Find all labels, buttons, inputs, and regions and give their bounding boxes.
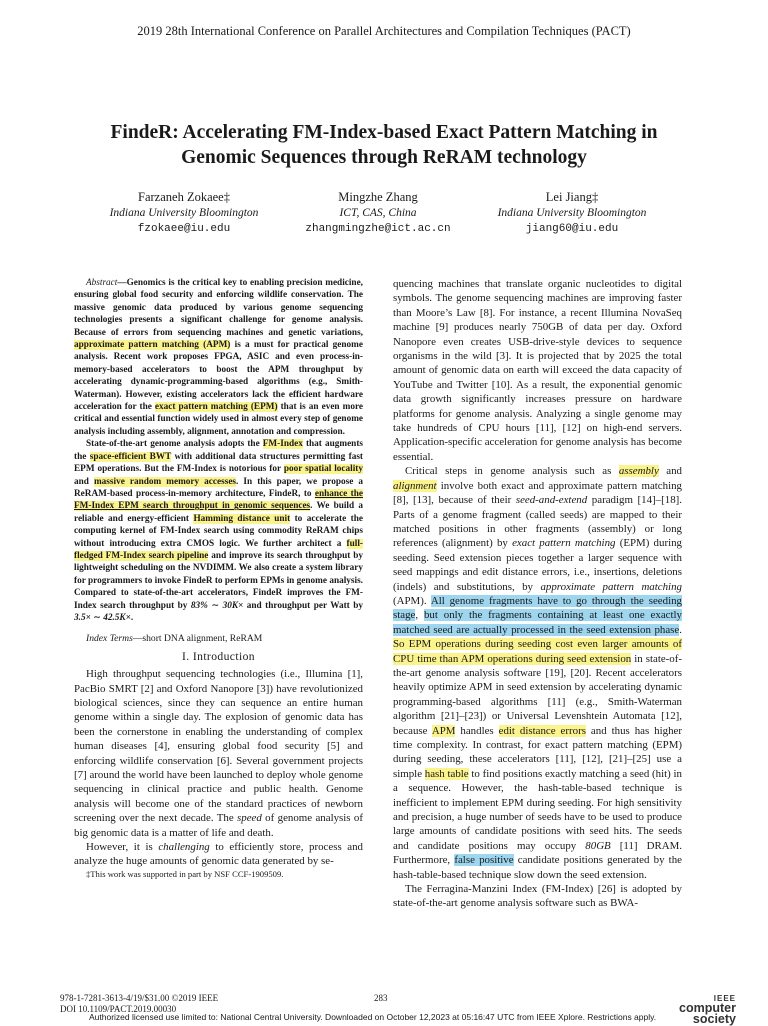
footnote: ‡This work was supported in part by NSF CCF-1909509. [86, 868, 284, 879]
left-column [74, 277, 363, 880]
title-line-1: FindeR: Accelerating FM-Index-based Exact Pattern Matching in [110, 122, 658, 143]
highlight-throughput: enhance the FM-Index EPM search throughput in genomic sequences [74, 488, 363, 512]
author-1 [74, 189, 294, 237]
author-email: jiang60@iu.edu [525, 223, 619, 235]
author-email: fzokaee@iu.edu [137, 223, 231, 235]
abstract-paragraph-1: Abstract—Genomics is the critical key to enabling precision medicine, ensuring global food security and enforcing wildlife conservation. The massive genomic data produced by various genome sequencing technologies presents a significant challenge for genome analysis. Because of errors from sequencing machines and genetic variations, approximate pattern matching (APM) is a must for practical genome analysis. Recent work proposes FPGA, ASIC and even process-in-memory-based accelerators to boost the APM throughput by accelerating dynamic-programming-based algorithms (e.g., Smith-Waterman). However, existing accelerators lack the efficient hardware acceleration for the exact pattern matching (EPM) that is an even more critical and essential function widely used in almost every step of genome analysis including assembly, alignment, annotation and compression. [74, 278, 363, 437]
abstract [74, 277, 363, 624]
conference-header: 2019 28th International Conference on Parallel Architectures and Compilation Techniques (PACT) [137, 24, 631, 38]
highlight-hamming: Hamming distance unit [193, 513, 291, 524]
author-3 [462, 189, 682, 237]
highlight-pipeline: full-fledged FM-Index search pipeline [74, 538, 363, 561]
right-column [393, 277, 682, 911]
highlight-apm: approximate pattern matching (APM) [74, 340, 231, 351]
highlight-spatial-locality: poor spatial locality [283, 464, 363, 475]
highlight-random-access: massive random memory accesses [93, 476, 237, 487]
page-number: 283 [374, 993, 388, 1003]
intro-paragraph-1: High throughput sequencing technologies (i.e., Illumina [1], PacBio SMRT [2] and Oxford Nanopore [3]) have revolutionized biological sciences, since they can sequence an entire human genome within a single day. The explosion of genomic data has been the cornerstone in enabling the understanding of complex human diseases [4], ensuring global food security [5] and enforcing wildlife conservation [6]. Several government projects [7] around the world have been launched to deploy whole genome sequencing in clinical practice and public health. Genome analysis will become one of the standard practices of newborn screening over the next decade. The speed of genome analysis of big genomic data is a matter of life and death. [74, 668, 363, 839]
author-name: Lei Jiang‡ [545, 190, 599, 204]
right-paragraph-2: Critical steps in genome analysis such as assembly and alignment involve both exact and approximate pattern matching [8], [13], because of their seed-and-extend paradigm [14]–[18]. Parts of a genome fragment (called seeds) are mapped to their matched positions in other fragments (assembly) or long references (alignment) by exact pattern matching (EPM) during seeding. Seed extension pieces together a larger sequence with seed mappings and edit distance errors, i.e., insertions, deletions (indels) and substitutions, by approximate pattern matching (APM). All genome fragments have to go through the seeding stage, but only the fragments containing at least one exactly matched seed are actually processed in the seed extension phase. So EPM operations during seeding cost even larger amounts of CPU time than APM operations during seed extension in state-of-the-art genome analysis software [19], [20]. Recent accelerators heavily optimize APM in seed extension by accelerating dynamic programming-based algorithms [11] (e.g., Smith-Waterman algorithm [21]–[23]) or Universal Levenshtein Automata [12], because APM handles edit distance errors and thus has higher time complexity. In contrast, for exact pattern matching (EPM) during seeding, these accelerators [11], [12], [21]–[25] use a simple hash table to find positions exactly matching a seed (hit) in a sequence. However, the hash-table-based technique is inefficient to implement EPM during seeding. For high sensitivity and precision, a huge number of seeds have to be used to produce large amounts of candidate positions with seed hits. The seeds and candidate positions may occupy 80GB [11] DRAM. Furthermore, false positive candidate positions generated by the hash-table-based technique slow down the seed extension. [393, 465, 683, 881]
highlight-epm: exact pattern matching (EPM) [154, 402, 278, 413]
author-affiliation: ICT, CAS, China [339, 207, 417, 219]
abstract-paragraph-2: State-of-the-art genome analysis adopts the FM-Index that augments the space-efficient BWT with additional data structures permitting fast EPM operations. But the FM-Index is notorious for poor spatial locality and massive random memory accesses. In this paper, we propose a ReRAM-based process-in-memory architecture, FindeR, to enhance the FM-Index EPM search throughput in genomic sequences. We build a reliable and energy-efficient Hamming distance unit to accelerate the computing kernel of FM-Index search using commodity ReRAM chips without introducing extra CMOS logic. We further architect a full-fledged FM-Index search pipeline and improve its search throughput by lightweight scheduling on the NVDIMM. We also create a system library for programmers to invoke FindeR to perform EPMs in genome analysis. Compared to state-of-the-art accelerators, FindeR improves the FM-Index search throughput by 83% ∼ 30K× and throughput per Watt by 3.5× ∼ 42.5K×. [74, 439, 364, 623]
highlight-bwt: space-efficient BWT [89, 451, 172, 462]
highlight-epm-cost: So EPM operations during seeding cost even larger amounts of CPU time than APM operations during seed extension [393, 638, 682, 665]
highlight-hash-table: hash table [424, 767, 469, 780]
index-terms: Index Terms—short DNA alignment, ReRAM [86, 633, 263, 645]
isbn-line: 978-1-7281-3613-4/19/$31.00 ©2019 IEEE [60, 993, 219, 1003]
paper-title [40, 120, 728, 170]
intro-text [74, 667, 363, 869]
title-line-2: Genomic Sequences through ReRAM technology [181, 147, 587, 168]
highlight-apm-right: APM [431, 724, 456, 737]
section-heading: I. Introduction [182, 649, 255, 663]
author-name: Mingzhe Zhang [338, 190, 418, 204]
intro-paragraph-2: However, it is challenging to efficiently store, process and analyze the huge amounts of genomic data generated by se- [74, 841, 364, 868]
highlight-fm-index: FM-Index [262, 439, 303, 450]
author-2 [268, 189, 488, 237]
abstract-label: Abstract [86, 278, 118, 288]
highlight-seeding-stage: All genome fragments have to go through the seeding stage [393, 594, 683, 622]
highlight-edit-distance: edit distance errors [498, 724, 586, 737]
license-notice: Authorized licensed use limited to: National Central University. Downloaded on October 12,2023 at 05:16:47 UTC from IEEE Xplore. Restrictions apply. [89, 1012, 657, 1022]
right-paragraph-3: The Ferragina-Manzini Index (FM-Index) [26] is adopted by state-of-the-art genome analysis software such as BWA- [393, 883, 682, 910]
highlight-seed-extension: but only the fragments containing at least one exactly matched seed are actually processed in the seed extension phase [393, 609, 682, 636]
author-affiliation: Indiana University Bloomington [109, 207, 259, 219]
ieee-computer-society-logo: IEEE computer society [679, 994, 736, 1026]
highlight-assembly: assembly [618, 465, 659, 478]
doi-line: DOI 10.1109/PACT.2019.00030 [60, 1004, 177, 1014]
right-paragraph-1: quencing machines that translate organic nucleotides to digital symbols. The genome sequencing machines are improving faster than Moore’s Law [8]. For instance, a recent Illumina NovaSeq machine [9] produces nearly 750GB of data per day. Oxford Nanopore even creates USB-drive-style devices to sequence organisms in the wild [3]. It is projected that by 2025 the total amount of genomic data on earth will exceed the data capacity of YouTube and Twitter [10]. As a result, the exponential genomic data growth significantly increases pressure on hardware platforms for genome analysis. Analyzing a single genome may take hundreds of CPU hours [11], [12] on high-end servers. Application-specific acceleration for genome analysis has become essential. [393, 278, 682, 463]
author-affiliation: Indiana University Bloomington [497, 207, 647, 219]
highlight-false-positive: false positive [454, 854, 514, 867]
author-email: zhangmingzhe@ict.ac.cn [305, 223, 451, 235]
highlight-alignment: alignment [393, 479, 437, 492]
author-name: Farzaneh Zokaee‡ [138, 190, 230, 204]
